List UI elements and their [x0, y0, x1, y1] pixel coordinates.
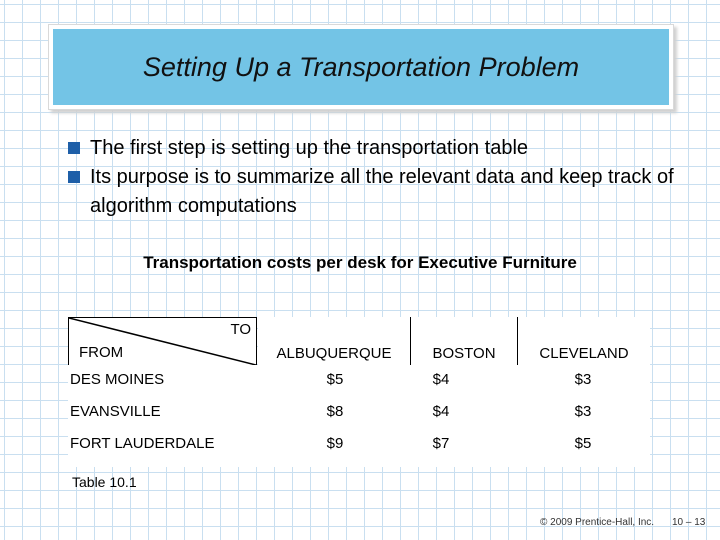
square-bullet-icon: [68, 142, 80, 154]
copyright-notice: © 2009 Prentice-Hall, Inc.: [540, 517, 655, 528]
table-row: [68, 365, 650, 397]
corner-header-cell: [68, 317, 257, 366]
bullet-item: [68, 134, 688, 163]
row-label: EVANSVILLE: [70, 403, 161, 420]
table-row: [68, 397, 650, 429]
table-row: [68, 429, 650, 461]
cost-cell: $5: [574, 435, 592, 452]
cost-cell: $7: [432, 435, 450, 452]
cost-cell: $9: [326, 435, 344, 452]
row-label: FORT LAUDERDALE: [70, 435, 215, 452]
slide-title: Setting Up a Transportation Problem: [142, 51, 580, 82]
bullet-item: [68, 163, 688, 221]
cost-cell: $4: [432, 371, 450, 388]
cost-cell: $3: [574, 403, 592, 420]
title-box: [48, 24, 674, 110]
column-header: CLEVELAND: [518, 317, 650, 365]
cost-cell: $8: [326, 403, 344, 420]
bullet-list: [68, 134, 688, 221]
square-bullet-icon: [68, 171, 80, 183]
bullet-text: The first step is setting up the transportation table: [90, 137, 529, 159]
cost-cell: $5: [326, 371, 344, 388]
table-number: Table 10.1: [72, 474, 137, 490]
cost-cell: $3: [574, 371, 592, 388]
to-label: TO: [230, 321, 251, 338]
column-header: ALBUQUERQUE: [258, 317, 410, 365]
title-band: [53, 29, 669, 105]
row-label: DES MOINES: [70, 371, 165, 388]
table-caption: Transportation costs per desk for Executive Furniture: [143, 253, 577, 272]
bullet-text: Its purpose is to summarize all the relevant data and keep track of algorithm computations: [90, 166, 674, 217]
column-header: BOSTON: [411, 317, 517, 365]
transportation-table: [68, 317, 650, 467]
table-body: [68, 365, 650, 467]
page-number: 10 – 13: [672, 517, 706, 528]
cost-cell: $4: [432, 403, 450, 420]
from-label: FROM: [79, 344, 124, 361]
